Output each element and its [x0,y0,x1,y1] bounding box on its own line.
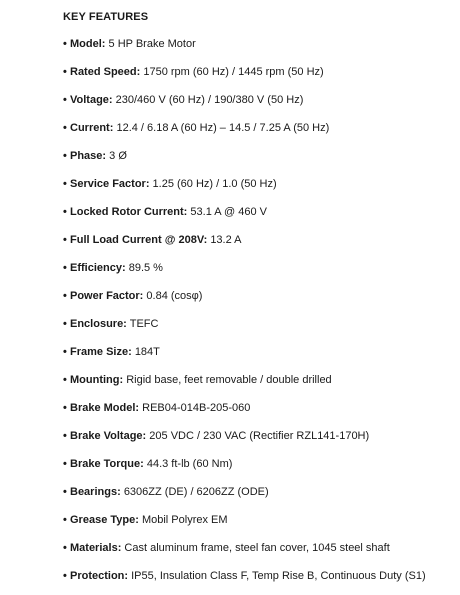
feature-value: 6306ZZ (DE) / 6206ZZ (ODE) [123,486,269,498]
feature-value: 13.2 A [210,234,242,246]
feature-value: Cast aluminum frame, steel fan cover, 1045 steel shaft [124,542,390,554]
feature-label: Brake Voltage: [70,430,147,442]
bullet-icon: • [63,122,67,134]
bullet-icon: • [63,346,67,358]
feature-list [63,37,460,583]
feature-item [63,401,460,415]
feature-value: 205 VDC / 230 VAC (Rectifier RZL141-170H) [149,430,370,442]
feature-value: 1750 rpm (60 Hz) / 1445 rpm (50 Hz) [143,66,324,78]
bullet-icon: • [63,570,67,582]
feature-value: TEFC [129,318,159,330]
feature-item [63,289,460,303]
feature-value: 3 Ø [109,150,127,162]
feature-value: 89.5 % [128,262,163,274]
feature-item [63,569,460,583]
bullet-icon: • [63,94,67,106]
feature-value: 5 HP Brake Motor [108,38,196,50]
feature-item [63,345,460,359]
feature-item [63,457,460,471]
bullet-icon: • [63,178,67,190]
feature-item [63,205,460,219]
feature-label: Locked Rotor Current: [70,206,188,218]
feature-value: Mobil Polyrex EM [141,514,228,526]
bullet-icon: • [63,542,67,554]
bullet-icon: • [63,234,67,246]
feature-item [63,541,460,555]
bullet-icon: • [63,458,67,470]
bullet-icon: • [63,290,67,302]
feature-label: Efficiency: [70,262,126,274]
feature-value: 0.84 (cosφ) [146,290,203,302]
feature-value: 53.1 A @ 460 V [190,206,268,218]
feature-label: Service Factor: [70,178,150,190]
bullet-icon: • [63,262,67,274]
feature-value: 12.4 / 6.18 A (60 Hz) – 14.5 / 7.25 A (50 Hz) [116,122,330,134]
feature-value: Rigid base, feet removable / double drilled [126,374,332,386]
bullet-icon: • [63,66,67,78]
feature-label: Model: [70,38,106,50]
feature-item [63,261,460,275]
feature-value: 44.3 ft-lb (60 Nm) [146,458,233,470]
bullet-icon: • [63,206,67,218]
feature-item [63,121,460,135]
section-heading: KEY FEATURES [63,11,149,23]
feature-item [63,65,460,79]
feature-label: Materials: [70,542,122,554]
feature-label: Bearings: [70,486,121,498]
feature-label: Rated Speed: [70,66,141,78]
feature-label: Brake Torque: [70,458,144,470]
feature-label: Mounting: [70,374,124,386]
feature-value: 1.25 (60 Hz) / 1.0 (50 Hz) [152,178,277,190]
feature-item [63,513,460,527]
bullet-icon: • [63,38,67,50]
feature-item [63,233,460,247]
bullet-icon: • [63,430,67,442]
feature-value: 230/460 V (60 Hz) / 190/380 V (50 Hz) [115,94,304,106]
feature-item [63,149,460,163]
feature-value: REB04-014B-205-060 [142,402,251,414]
feature-value: 184T [134,346,160,358]
feature-item [63,373,460,387]
feature-label: Brake Model: [70,402,140,414]
bullet-icon: • [63,374,67,386]
feature-label: Frame Size: [70,346,132,358]
bullet-icon: • [63,514,67,526]
feature-label: Grease Type: [70,514,139,526]
feature-label: Enclosure: [70,318,127,330]
feature-label: Phase: [70,150,107,162]
feature-label: Current: [70,122,114,134]
feature-label: Voltage: [70,94,113,106]
feature-label: Power Factor: [70,290,144,302]
feature-item [63,429,460,443]
bullet-icon: • [63,486,67,498]
bullet-icon: • [63,150,67,162]
feature-item [63,37,460,51]
feature-value: IP55, Insulation Class F, Temp Rise B, Continuous Duty (S1) [131,570,426,582]
feature-item [63,177,460,191]
bullet-icon: • [63,402,67,414]
feature-label: Protection: [70,570,129,582]
feature-label: Full Load Current @ 208V: [70,234,208,246]
feature-item [63,93,460,107]
feature-item [63,317,460,331]
bullet-icon: • [63,318,67,330]
feature-item [63,485,460,499]
